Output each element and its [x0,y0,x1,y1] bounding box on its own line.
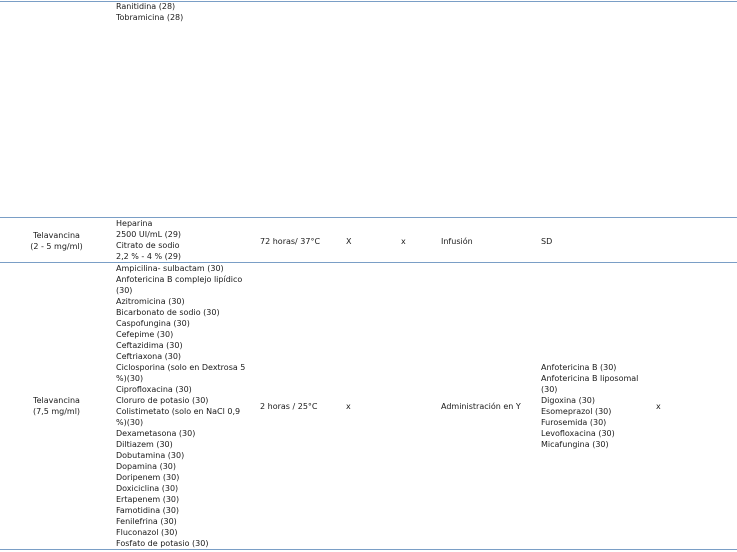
drug-concentration: (7,5 mg/ml) [32,407,81,416]
list-item: Dopamina (30) [116,462,176,471]
list-item: Anfotericina B liposomal [541,374,639,383]
list-item: (30) [116,286,133,295]
list-item: Esomeprazol (30) [541,407,612,416]
list-item: Heparina [116,219,153,228]
drug-name-cell [0,395,113,417]
list-item: Digoxina (30) [541,396,596,405]
list-item: Azitromicina (30) [116,297,185,306]
mark-cell: X [346,237,352,246]
list-item: Bicarbonato de sodio (30) [116,308,220,317]
incompatible-cell: SD [541,237,553,246]
list-item: Ciclosporina (solo en Dextrosa 5 [116,363,246,372]
list-item: Ranitidina (28) [116,2,176,11]
list-item: Ertapenem (30) [116,495,180,504]
list-item: Dexametasona (30) [116,429,196,438]
drug-name-cell [0,230,113,252]
stability-cell: 2 horas / 25°C [260,402,318,411]
list-item: Citrato de sodio [116,241,180,250]
list-item: Doxiciclina (30) [116,484,179,493]
administration-cell: Administración en Y [441,402,521,411]
row-divider-1 [0,217,737,218]
list-item: Caspofungina (30) [116,319,190,328]
drug-concentration: (2 - 5 mg/ml) [30,242,83,251]
drug-name: Telavancina [33,396,80,405]
list-item: Levofloxacina (30) [541,429,615,438]
list-item: Ceftriaxona (30) [116,352,182,361]
list-item: (30) [541,385,558,394]
list-item: Ciprofloxacina (30) [116,385,192,394]
list-item: Dobutamina (30) [116,451,185,460]
list-item: %)(30) [116,374,144,383]
mark-cell: x [656,402,661,411]
row-divider-bottom [0,549,737,550]
drug-name: Telavancina [33,231,80,240]
list-item: Fenilefrina (30) [116,517,177,526]
row-divider-top [0,1,737,2]
stability-cell: 72 horas/ 37°C [260,237,321,246]
list-item: Anfotericina B (30) [541,363,617,372]
list-item: Cloruro de potasio (30) [116,396,209,405]
list-item: Ampicilina- sulbactam (30) [116,264,224,273]
list-item: 2500 UI/mL (29) [116,230,182,239]
list-item: Famotidina (30) [116,506,180,515]
row-divider-2 [0,262,737,263]
list-item: Ceftazidima (30) [116,341,183,350]
compatible-drug-list [116,263,245,549]
list-item: Micafungina (30) [541,440,609,449]
compatible-drug-list-continued [116,1,183,23]
compatible-drug-list [116,218,181,262]
list-item: Colistimetato (solo en NaCl 0,9 [116,407,241,416]
list-item: Doripenem (30) [116,473,180,482]
list-item: Diltiazem (30) [116,440,173,449]
list-item: Anfotericina B complejo lipídico [116,275,243,284]
list-item: Fosfato de potasio (30) [116,539,209,548]
mark-cell: x [401,237,406,246]
list-item: Fluconazol (30) [116,528,178,537]
incompatible-drug-list [541,362,638,450]
list-item: %)(30) [116,418,144,427]
list-item: 2,2 % - 4 % (29) [116,252,182,261]
administration-cell: Infusión [441,237,473,246]
mark-cell: x [346,402,351,411]
list-item: Cefepime (30) [116,330,174,339]
list-item: Furosemida (30) [541,418,607,427]
list-item: Tobramicina (28) [116,13,184,22]
